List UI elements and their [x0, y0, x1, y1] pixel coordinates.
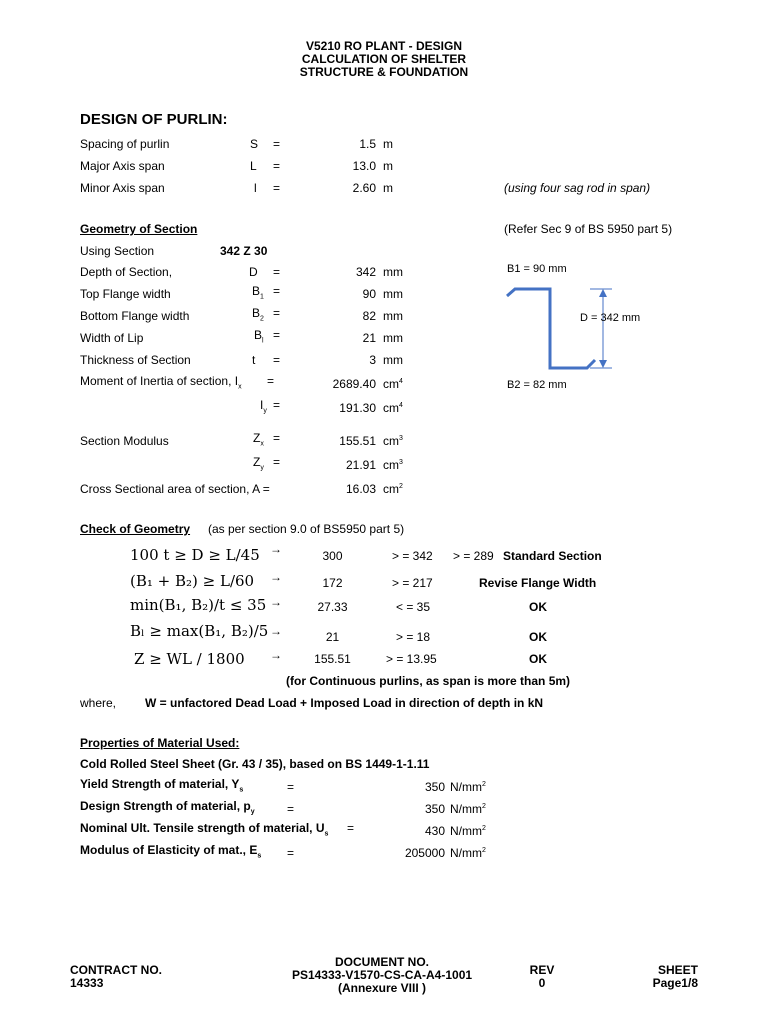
- inertia-x-value: 2689.40: [332, 377, 376, 391]
- span-value-minor: 2.60: [352, 181, 376, 195]
- check-compare-depth: > = 342: [392, 549, 433, 563]
- equals-sign: =: [287, 846, 295, 860]
- arrow-icon: →: [270, 570, 282, 584]
- geometry-value-thickness: 3: [369, 353, 376, 367]
- equals-sign: =: [273, 353, 281, 367]
- material-unit-yield: $N/mm^2$: [450, 780, 486, 794]
- span-unit-spacing: m: [383, 137, 393, 151]
- geometry-reference: (Refer Sec 9 of BS 5950 part 5): [504, 222, 673, 236]
- geometry-value-bottom-flange: 82: [362, 309, 376, 323]
- geometry-unit-lip: mm: [383, 331, 403, 345]
- where-label: where,: [80, 696, 117, 710]
- diagram-label-b2: B2 = 82 mm: [507, 379, 567, 391]
- geometry-heading: Geometry of Section: [80, 222, 198, 236]
- geometry-label-lip: Width of Lip: [80, 331, 144, 345]
- material-label-elasticity: Modulus of Elasticity of mat., $E_s$: [80, 843, 262, 860]
- material-unit-design: $N/mm^2$: [450, 802, 486, 816]
- inertia-y-unit: $cm^4$: [383, 401, 403, 415]
- z-section-profile: [507, 289, 595, 368]
- equals-sign: =: [273, 284, 281, 298]
- equals-sign: =: [273, 137, 281, 151]
- equals-sign: =: [273, 398, 281, 412]
- document-number: PS14333-V1570-CS-CA-A4-1001: [291, 968, 473, 982]
- sheet-value: Page1/8: [652, 976, 698, 990]
- document-header: [234, 40, 534, 79]
- check-formula-flange: (B₁ + B₂) ≥ L/60: [130, 572, 255, 590]
- equals-sign: =: [267, 374, 275, 388]
- material-heading: Properties of Material Used:: [80, 736, 240, 750]
- equals-sign: =: [273, 455, 281, 469]
- geometry-label-top-flange: Top Flange width: [80, 287, 171, 301]
- using-section-label: Using Section: [80, 244, 155, 258]
- check-result-lip: OK: [529, 630, 547, 644]
- revision-label: REV: [529, 963, 555, 977]
- inertia-y-value: 191.30: [339, 401, 376, 415]
- where-definition: W = unfactored Dead Load + Imposed Load in direction of depth in kN: [145, 696, 544, 710]
- modulus-y-value: 21.91: [345, 458, 376, 472]
- check-value-min: 27.33: [317, 600, 348, 614]
- material-value-yield: 350: [424, 780, 445, 794]
- geometry-unit-top-flange: mm: [383, 287, 403, 301]
- span-label-major: Major Axis span: [80, 159, 165, 173]
- check-reference: (as per section 9.0 of BS5950 part 5): [208, 522, 405, 536]
- geometry-unit-thickness: mm: [383, 353, 403, 367]
- material-value-tensile: 430: [424, 824, 445, 838]
- contract-value: 14333: [70, 976, 104, 990]
- document-block: [272, 956, 492, 995]
- contract-block: [70, 964, 162, 990]
- material-label-design: Design Strength of material, $p_y$: [80, 799, 255, 816]
- geometry-symbol-lip: $B_l$: [254, 328, 264, 345]
- geometry-unit-bottom-flange: mm: [383, 309, 403, 323]
- check-formula-min: min(B₁, B₂)/t ≤ 35: [130, 596, 267, 614]
- page-title: DESIGN OF PURLIN:: [80, 111, 228, 128]
- geometry-symbol-thickness: t: [252, 353, 256, 367]
- revision-value: 0: [538, 976, 546, 990]
- arrow-icon: →: [270, 542, 282, 556]
- check-compare-flange: > = 217: [392, 576, 433, 590]
- header-line-3: STRUCTURE & FOUNDATION: [299, 65, 469, 79]
- material-label-tensile: Nominal Ult. Tensile strength of material, $U_s$: [80, 821, 329, 838]
- check-heading: Check of Geometry: [80, 522, 191, 536]
- span-symbol-minor: l: [254, 181, 257, 195]
- check-extra-depth: > = 289: [453, 549, 494, 563]
- sheet-label: SHEET: [657, 963, 698, 977]
- using-section-value: 342 Z 30: [220, 244, 268, 258]
- document-annex: (Annexure VIII ): [337, 981, 426, 995]
- modulus-x-symbol: $Z_x$: [253, 431, 264, 448]
- span-label-spacing: Spacing of purlin: [80, 137, 170, 151]
- material-value-elasticity: 205000: [404, 846, 445, 860]
- modulus-x-unit: $cm^3$: [383, 434, 403, 448]
- continuous-purlin-note: (for Continuous purlins, as span is more than 5m): [286, 674, 571, 688]
- material-description: Cold Rolled Steel Sheet (Gr. 43 / 35), based on BS 1449-1-1.11: [80, 757, 430, 771]
- geometry-symbol-depth: D: [249, 265, 258, 279]
- check-result-depth: Standard Section: [503, 549, 602, 563]
- inertia-x-label: Moment of Inertia of section, $I_x$: [80, 374, 242, 391]
- material-unit-tensile: $N/mm^2$: [450, 824, 486, 838]
- equals-sign: =: [273, 328, 281, 342]
- geometry-symbol-top-flange: $B_1$: [252, 284, 264, 301]
- geometry-symbol-bottom-flange: $B_2$: [252, 306, 264, 323]
- span-label-minor: Minor Axis span: [80, 181, 165, 195]
- arrow-icon: →: [270, 648, 282, 662]
- cross-section-area-label: Cross Sectional area of section, A =: [80, 482, 270, 496]
- material-value-design: 350: [424, 802, 445, 816]
- cross-section-area-unit: $cm^2$: [383, 482, 403, 496]
- check-value-lip: 21: [325, 630, 340, 644]
- modulus-x-value: 155.51: [339, 434, 376, 448]
- inertia-y-symbol: $I_y$: [260, 398, 267, 415]
- equals-sign: =: [273, 265, 281, 279]
- dimension-arrow-top: [599, 289, 607, 297]
- contract-label: CONTRACT NO.: [70, 963, 162, 977]
- geometry-value-lip: 21: [362, 331, 376, 345]
- arrow-icon: →: [270, 624, 282, 638]
- span-unit-minor: m: [383, 181, 393, 195]
- diagram-label-d: D = 342 mm: [580, 312, 641, 324]
- geometry-label-depth: Depth of Section,: [80, 265, 173, 279]
- equals-sign: =: [287, 780, 295, 794]
- geometry-label-thickness: Thickness of Section: [80, 353, 191, 367]
- check-compare-min: < = 35: [396, 600, 431, 614]
- sag-rod-note: (using four sag rod in span): [504, 181, 651, 195]
- check-value-flange: 172: [322, 576, 343, 590]
- equals-sign: =: [273, 159, 281, 173]
- header-line-2: CALCULATION OF SHELTER: [301, 52, 467, 66]
- equals-sign: =: [273, 181, 281, 195]
- modulus-y-symbol: $Z_y$: [253, 455, 264, 472]
- check-result-modulus: OK: [529, 652, 547, 666]
- diagram-label-b1: B1 = 90 mm: [507, 263, 567, 275]
- geometry-unit-depth: mm: [383, 265, 403, 279]
- span-unit-major: m: [383, 159, 393, 173]
- material-unit-elasticity: $N/mm^2$: [450, 846, 486, 860]
- span-value-major: 13.0: [352, 159, 376, 173]
- check-compare-modulus: > = 13.95: [386, 652, 437, 666]
- cross-section-area-value: 16.03: [345, 482, 376, 496]
- span-symbol-spacing: S: [250, 137, 259, 151]
- equals-sign: =: [287, 802, 295, 816]
- revision-block: [522, 964, 562, 990]
- span-value-spacing: 1.5: [359, 137, 376, 151]
- inertia-x-unit: $cm^4$: [383, 377, 403, 391]
- z-section-diagram: [495, 258, 665, 398]
- geometry-label-bottom-flange: Bottom Flange width: [80, 309, 190, 323]
- equals-sign: =: [273, 431, 281, 445]
- equals-sign: =: [347, 821, 355, 835]
- header-line-1: V5210 RO PLANT - DESIGN: [305, 39, 463, 53]
- arrow-icon: →: [270, 595, 282, 609]
- check-result-min: OK: [529, 600, 547, 614]
- dimension-arrow-bottom: [599, 360, 607, 368]
- check-value-depth: 300: [322, 549, 343, 563]
- check-formula-depth: 100 t ≥ D ≥ L/45: [130, 546, 260, 564]
- document-label: DOCUMENT NO.: [335, 955, 429, 969]
- geometry-value-depth: 342: [355, 265, 376, 279]
- span-symbol-major: L: [250, 159, 257, 173]
- check-formula-lip: Bₗ ≥ max(B₁, B₂)/5: [130, 622, 269, 640]
- check-compare-lip: > = 18: [396, 630, 431, 644]
- check-result-flange: Revise Flange Width: [479, 576, 597, 590]
- geometry-value-top-flange: 90: [362, 287, 376, 301]
- sheet-block: [630, 964, 698, 990]
- equals-sign: =: [273, 306, 281, 320]
- material-label-yield: Yield Strength of material, $Y_s$: [80, 777, 244, 794]
- section-modulus-label: Section Modulus: [80, 434, 169, 448]
- modulus-y-unit: $cm^3$: [383, 458, 403, 472]
- check-formula-modulus: Z ≥ WL / 1800: [134, 650, 245, 668]
- check-value-modulus: 155.51: [314, 652, 351, 666]
